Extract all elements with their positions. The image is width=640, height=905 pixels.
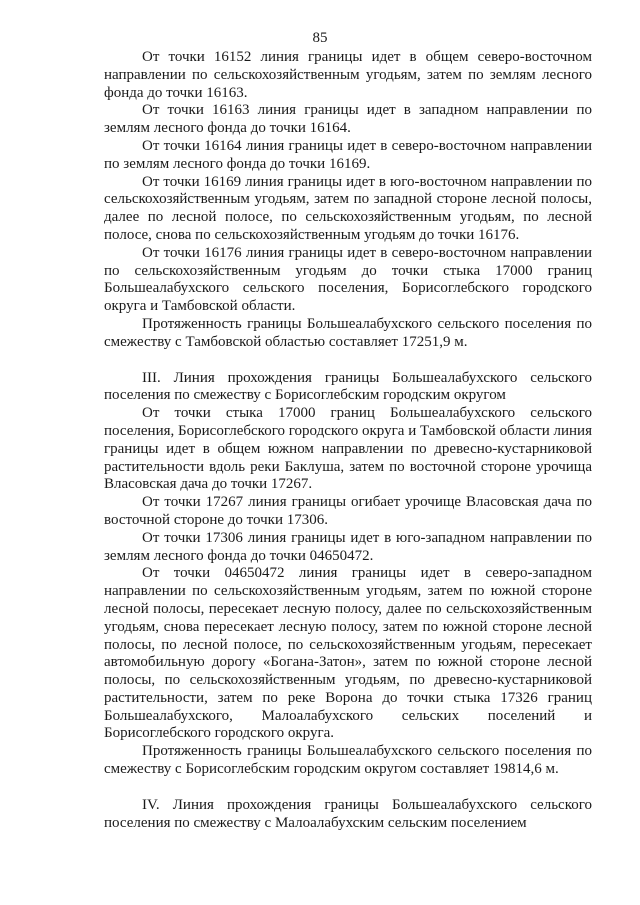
page-body [104, 49, 592, 832]
paragraph: Протяженность границы Большеалабухского сельского поселения по смежеству с Тамбовской областью составляет 17251,9 м. [104, 315, 592, 350]
section-heading-iii: III. Линия прохождения границы Большеалабухского сельского поселения по смежеству с Борисоглебским городским округом [104, 369, 592, 404]
page-number: 85 [312, 30, 328, 46]
paragraph: От точки 04650472 линия границы идет в северо-западном направлении по сельскохозяйственным угодьям, затем по южной стороне лесной полосы, пересекает лесную полосу, далее по сельскохозяйственным угодьям, снова пересекает лесную полосу, затем по южной стороне лесной полосы, по лесной полосе, по сельскохозяйственным угодьям, пересекает автомобильную дорогу «Богана-Затон», затем по южной стороне лесной полосы, по сельскохозяйственным угодьям, по древесно-кустарниковой растительности, затем по реке Ворона до точки стыка 17326 границ Большеалабухского, Малоалабухского сельских поселений и Борисоглебского городского округа. [104, 565, 592, 742]
paragraph: От точки 16176 линия границы идет в северо-восточном направлении по сельскохозяйственным угодьям до точки стыка 17000 границ Большеалабухского сельского поселения, Борисоглебского городского округа и Тамбовской области. [104, 244, 592, 315]
paragraph: От точки 17267 линия границы огибает урочище Власовская дача по восточной стороне до точки 17306. [104, 494, 592, 528]
section-spacer [104, 352, 592, 370]
paragraph: От точки 16152 линия границы идет в общем северо-восточном направлении по сельскохозяйственным угодьям, затем по землям лесного фонда до точки 16163. [104, 49, 592, 101]
paragraph: От точки 17306 линия границы идет в юго-западном направлении по землям лесного фонда до точки 04650472. [104, 529, 592, 564]
section-spacer [104, 779, 592, 797]
paragraph: Протяженность границы Большеалабухского сельского поселения по смежеству с Борисоглебским городским округом составляет 19814,6 м. [104, 743, 592, 778]
paragraph: От точки стыка 17000 границ Большеалабухского сельского поселения, Борисоглебского городского округа и Тамбовской области линия границы идет в общем южном направлении по древесно-кустарниковой растительности вдоль реки Баклуша, затем по восточной стороне урочища Власовская дача до точки 17267. [104, 405, 592, 493]
section-heading-iv: IV. Линия прохождения границы Большеалабухского сельского поселения по смежеству с Малоалабухским сельским поселением [104, 796, 592, 831]
paragraph: От точки 16163 линия границы идет в западном направлении по землям лесного фонда до точки 16164. [104, 102, 592, 137]
paragraph: От точки 16169 линия границы идет в юго-восточном направлении по сельскохозяйственным угодьям, затем по западной стороне лесной полосы, далее по лесной полосе, по сельскохозяйственным угодьям, по лесной полосе, снова по сельскохозяйственным угодьям до точки 16176. [104, 173, 592, 243]
paragraph: От точки 16164 линия границы идет в северо-восточном направлении по землям лесного фонда до точки 16169. [104, 137, 592, 172]
